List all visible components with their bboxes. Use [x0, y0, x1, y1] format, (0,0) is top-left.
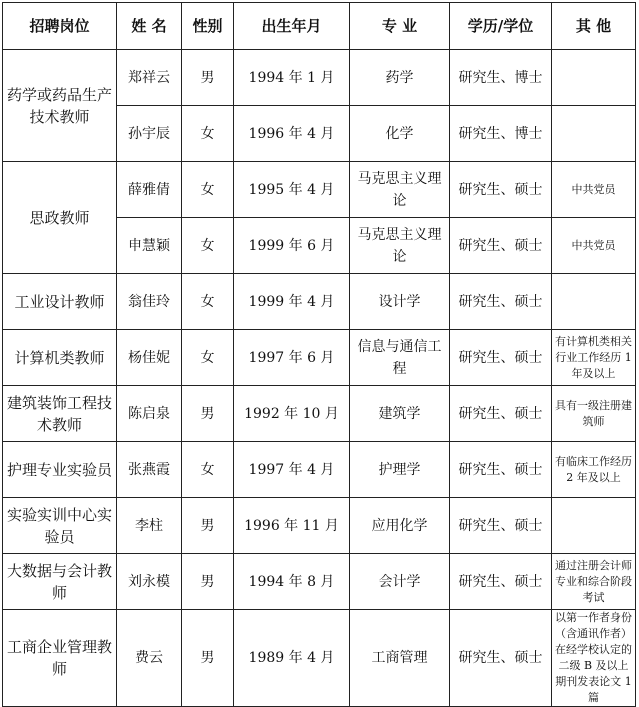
position-cell: 大数据与会计教师: [3, 554, 117, 610]
table-row: [3, 610, 636, 707]
birth-cell: 1999 年 4 月: [234, 274, 350, 330]
degree-cell: 研究生、硕士: [450, 610, 552, 707]
gender-cell: 男: [182, 554, 234, 610]
gender-cell: 男: [182, 386, 234, 442]
position-cell: 工业设计教师: [3, 274, 117, 330]
other-cell: 具有一级注册建筑师: [552, 386, 636, 442]
other-cell: [552, 274, 636, 330]
major-cell: 化学: [350, 106, 450, 162]
other-cell: [552, 106, 636, 162]
degree-cell: 研究生、硕士: [450, 442, 552, 498]
birth-cell: 1997 年 4 月: [234, 442, 350, 498]
major-cell: 工商管理: [350, 610, 450, 707]
table-row: [3, 330, 636, 386]
degree-cell: 研究生、硕士: [450, 386, 552, 442]
birth-cell: 1994 年 1 月: [234, 50, 350, 106]
other-cell: 有计算机类相关行业工作经历 1 年及以上: [552, 330, 636, 386]
major-cell: 马克思主义理论: [350, 218, 450, 274]
degree-cell: 研究生、硕士: [450, 218, 552, 274]
degree-cell: 研究生、硕士: [450, 330, 552, 386]
gender-cell: 女: [182, 442, 234, 498]
other-cell: [552, 50, 636, 106]
position-cell: 护理专业实验员: [3, 442, 117, 498]
table-row: [3, 498, 636, 554]
header-other: 其 他: [552, 3, 636, 50]
birth-cell: 1996 年 4 月: [234, 106, 350, 162]
position-cell: 思政教师: [3, 162, 117, 274]
header-row: [3, 3, 636, 50]
name-cell: 李柱: [117, 498, 182, 554]
name-cell: 费云: [117, 610, 182, 707]
birth-cell: 1989 年 4 月: [234, 610, 350, 707]
name-cell: 张燕霞: [117, 442, 182, 498]
gender-cell: 男: [182, 610, 234, 707]
name-cell: 郑祥云: [117, 50, 182, 106]
birth-cell: 1999 年 6 月: [234, 218, 350, 274]
table-row: [3, 50, 636, 106]
name-cell: 陈启泉: [117, 386, 182, 442]
birth-cell: 1997 年 6 月: [234, 330, 350, 386]
table-row: [3, 386, 636, 442]
major-cell: 药学: [350, 50, 450, 106]
table-row: [3, 274, 636, 330]
name-cell: 翁佳玲: [117, 274, 182, 330]
recruitment-table: [2, 2, 636, 707]
major-cell: 应用化学: [350, 498, 450, 554]
name-cell: 申慧颖: [117, 218, 182, 274]
major-cell: 会计学: [350, 554, 450, 610]
position-cell: 计算机类教师: [3, 330, 117, 386]
major-cell: 马克思主义理论: [350, 162, 450, 218]
gender-cell: 女: [182, 162, 234, 218]
gender-cell: 女: [182, 330, 234, 386]
position-cell: 实验实训中心实验员: [3, 498, 117, 554]
birth-cell: 1994 年 8 月: [234, 554, 350, 610]
other-cell: [552, 498, 636, 554]
position-cell: 工商企业管理教师: [3, 610, 117, 707]
degree-cell: 研究生、硕士: [450, 554, 552, 610]
header-degree: 学历/学位: [450, 3, 552, 50]
name-cell: 杨佳妮: [117, 330, 182, 386]
header-birth: 出生年月: [234, 3, 350, 50]
degree-cell: 研究生、博士: [450, 106, 552, 162]
gender-cell: 男: [182, 498, 234, 554]
header-major: 专 业: [350, 3, 450, 50]
table-row: [3, 162, 636, 218]
other-cell: 有临床工作经历 2 年及以上: [552, 442, 636, 498]
header-position: 招聘岗位: [3, 3, 117, 50]
other-cell: 中共党员: [552, 218, 636, 274]
other-cell: 通过注册会计师专业和综合阶段考试: [552, 554, 636, 610]
gender-cell: 女: [182, 106, 234, 162]
degree-cell: 研究生、博士: [450, 50, 552, 106]
major-cell: 信息与通信工程: [350, 330, 450, 386]
name-cell: 薛雅倩: [117, 162, 182, 218]
birth-cell: 1992 年 10 月: [234, 386, 350, 442]
name-cell: 刘永模: [117, 554, 182, 610]
other-cell: 中共党员: [552, 162, 636, 218]
birth-cell: 1996 年 11 月: [234, 498, 350, 554]
position-cell: 药学或药品生产技术教师: [3, 50, 117, 162]
major-cell: 设计学: [350, 274, 450, 330]
gender-cell: 男: [182, 50, 234, 106]
major-cell: 护理学: [350, 442, 450, 498]
other-cell: 以第一作者身份（含通讯作者）在经学校认定的二级 B 及以上期刊发表论文 1 篇: [552, 610, 636, 707]
position-cell: 建筑装饰工程技术教师: [3, 386, 117, 442]
header-gender: 性别: [182, 3, 234, 50]
table-row: [3, 442, 636, 498]
degree-cell: 研究生、硕士: [450, 162, 552, 218]
name-cell: 孙宇辰: [117, 106, 182, 162]
degree-cell: 研究生、硕士: [450, 498, 552, 554]
header-name: 姓 名: [117, 3, 182, 50]
gender-cell: 女: [182, 274, 234, 330]
degree-cell: 研究生、硕士: [450, 274, 552, 330]
gender-cell: 女: [182, 218, 234, 274]
birth-cell: 1995 年 4 月: [234, 162, 350, 218]
major-cell: 建筑学: [350, 386, 450, 442]
table-row: [3, 554, 636, 610]
